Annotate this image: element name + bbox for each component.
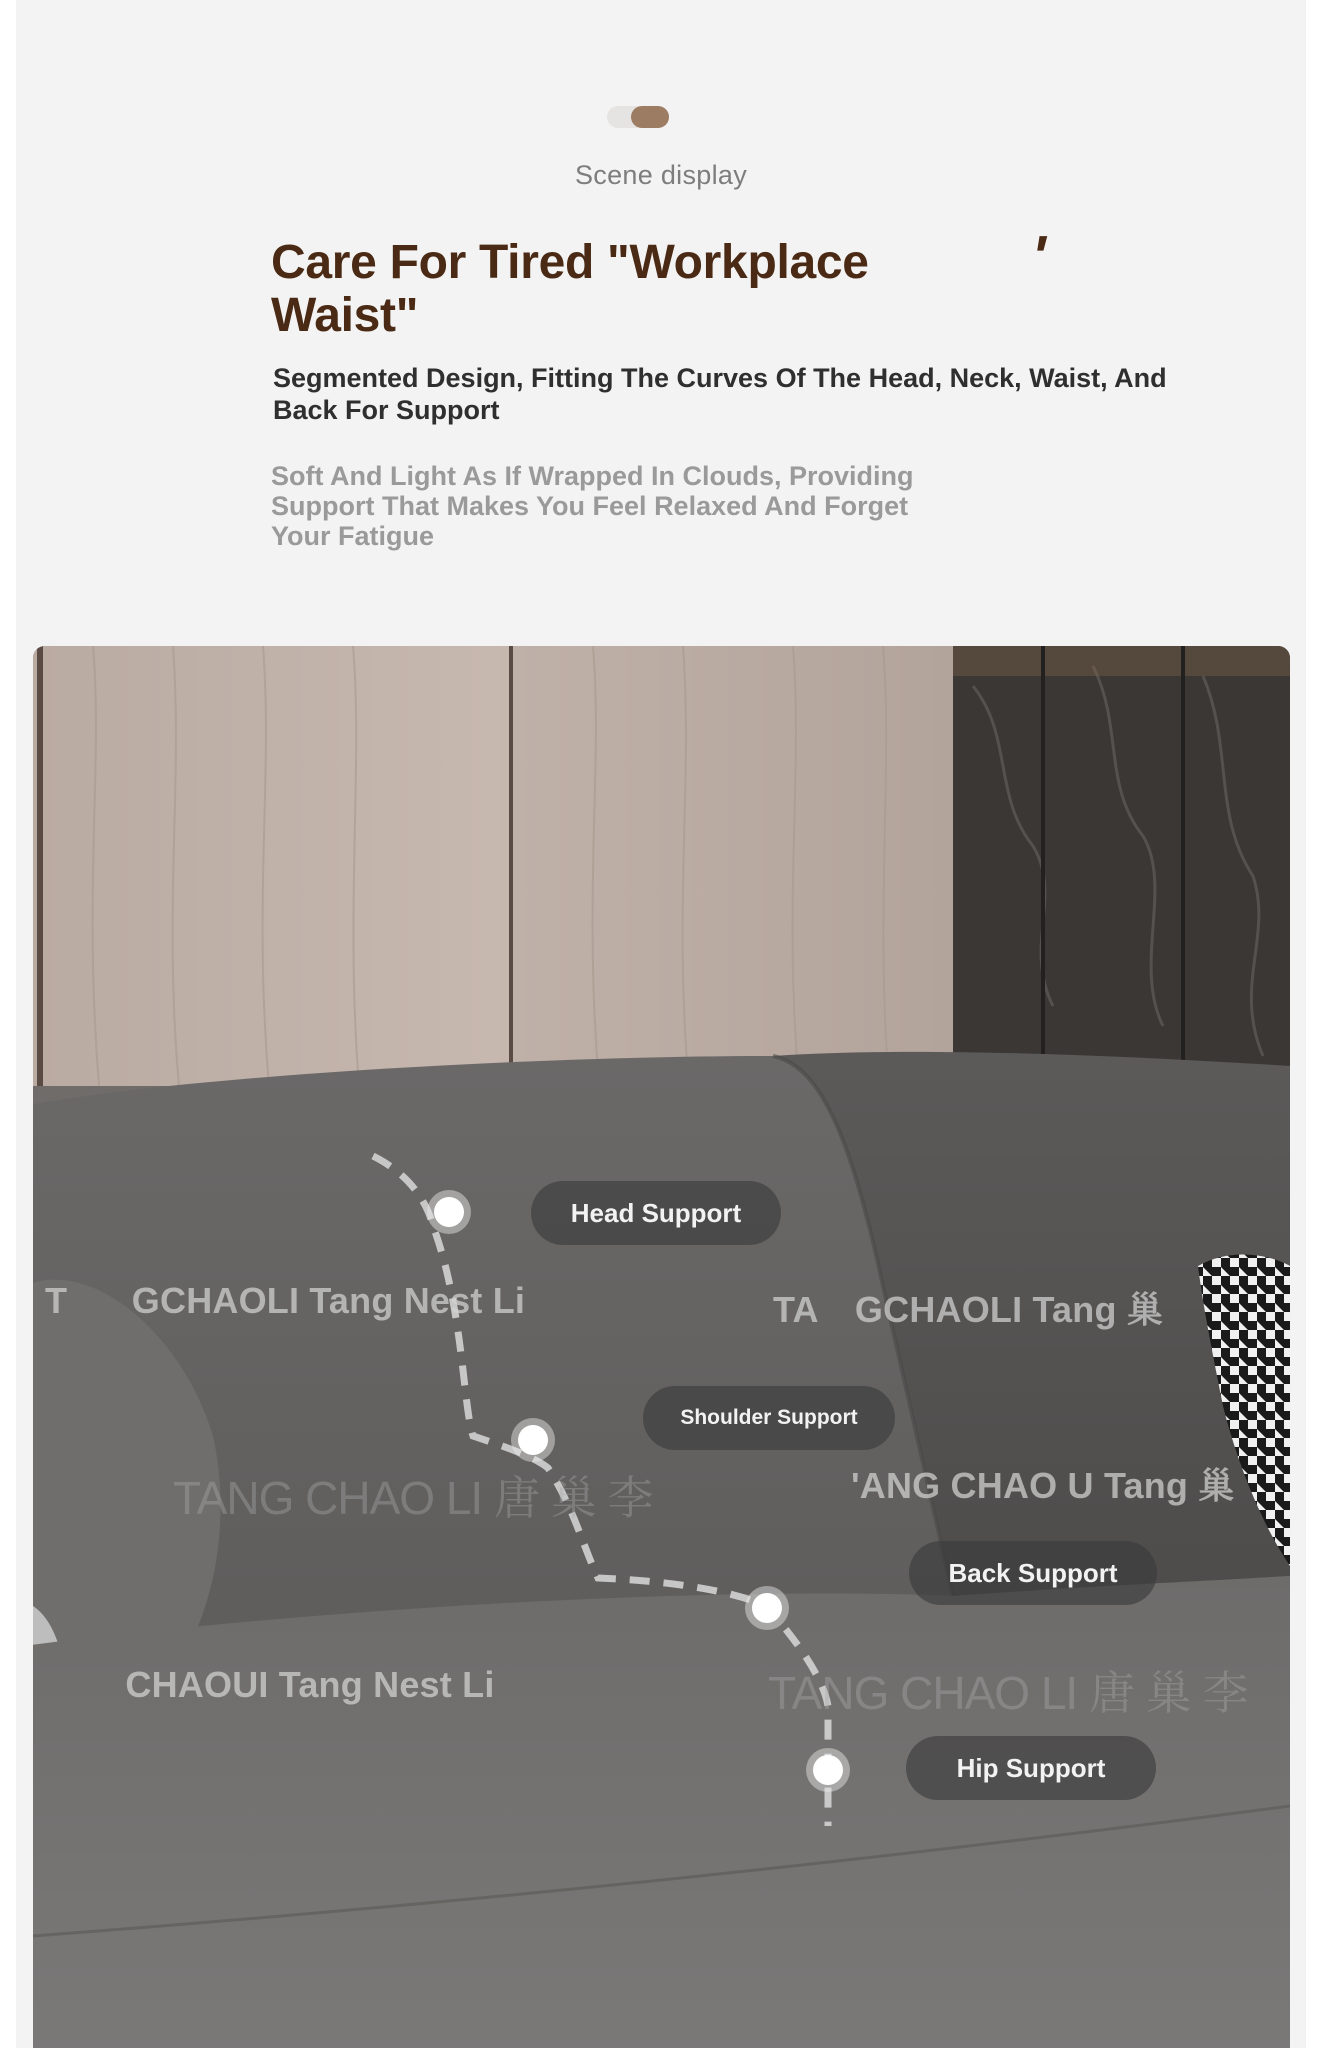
- headline-description: Soft And Light As If Wrapped In Clouds, Providing Support That Makes You Feel Relaxed And Forget Your Fatigue: [271, 461, 914, 551]
- headline-title: Care For Tired "Workplace Waist": [271, 236, 869, 342]
- shoulder-support-label[interactable]: Shoulder Support: [643, 1386, 895, 1450]
- scene-display-label: Scene display: [574, 160, 747, 190]
- head-support-label[interactable]: Head Support: [531, 1181, 781, 1245]
- watermark-text: T GCHAOLI Tang Nest Li: [45, 1280, 526, 1321]
- back-support-label[interactable]: Back Support: [909, 1541, 1157, 1605]
- scene-toggle[interactable]: [607, 106, 669, 128]
- hip-support-label[interactable]: Hip Support: [906, 1736, 1156, 1800]
- watermark-text: TANG CHAO LI 唐 巢 李: [173, 1472, 653, 1524]
- headline-subtitle: Segmented Design, Fitting The Curves Of The Head, Neck, Waist, And Back For Support: [273, 363, 1167, 425]
- back-support-point[interactable]: [752, 1593, 782, 1623]
- product-detail-page: [16, 0, 1306, 2048]
- sofa-illustration: [33, 646, 1290, 2048]
- scene-toggle-knob[interactable]: [631, 106, 669, 128]
- headline-quote-mark: ': [1025, 224, 1053, 289]
- watermark-text: 'ANG CHAO U Tang 巢: [851, 1465, 1235, 1506]
- head-support-point[interactable]: [434, 1197, 464, 1227]
- hip-support-point[interactable]: [813, 1755, 843, 1785]
- watermark-text: TANG CHAO LI 唐 巢 李: [768, 1667, 1248, 1719]
- sofa-scene-image: [33, 646, 1290, 2048]
- shoulder-support-point[interactable]: [518, 1425, 548, 1455]
- watermark-text: CHAOUI Tang Nest Li: [53, 1664, 495, 1705]
- watermark-text: TA GCHAOLI Tang 巢: [773, 1289, 1164, 1330]
